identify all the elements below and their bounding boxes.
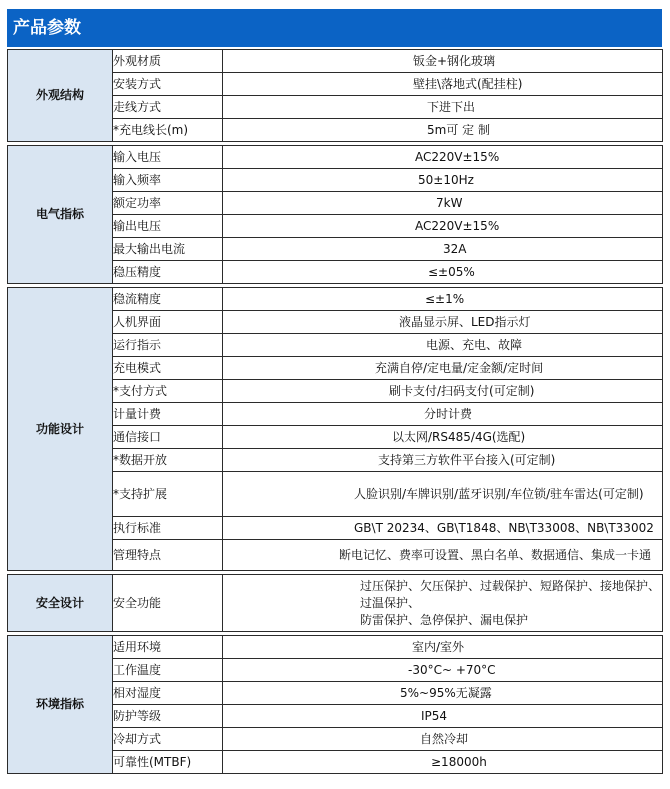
param-value-text: 壁挂\落地式(配挂柱)	[413, 76, 523, 91]
param-value-cell	[223, 705, 663, 728]
param-value-text: 50±10Hz	[418, 172, 474, 187]
param-value-text: 以太网/RS485/4G(选配)	[392, 429, 526, 444]
param-name-cell: *支付方式	[113, 380, 223, 403]
param-value-cell	[223, 728, 663, 751]
table-row	[8, 288, 663, 311]
param-value-cell	[223, 517, 663, 540]
param-value-line: 过压保护、欠压保护、过载保护、短路保护、接地保护、过温保护、	[360, 578, 661, 610]
param-value-text: 自然冷却	[420, 731, 469, 746]
param-name-cell: 稳压精度	[113, 261, 223, 284]
param-name-cell: 稳流精度	[113, 288, 223, 311]
spec-table	[7, 49, 663, 774]
param-value-cell	[223, 636, 663, 659]
param-name-cell: 额定功率	[113, 192, 223, 215]
param-value-cell	[223, 261, 663, 284]
param-name-cell: *数据开放	[113, 449, 223, 472]
param-name-cell: 可靠性(MTBF)	[113, 751, 223, 774]
param-value-cell	[223, 119, 663, 142]
category-cell: 功能设计	[8, 288, 113, 571]
param-name-cell: 计量计费	[113, 403, 223, 426]
param-value-text: ≥18000h	[431, 754, 487, 769]
param-value-text: 断电记忆、费率可设置、黑白名单、数据通信、集成一卡通	[339, 547, 652, 562]
param-value-cell	[223, 449, 663, 472]
param-value-cell	[223, 334, 663, 357]
param-name-cell: 安全功能	[113, 575, 223, 632]
param-value-cell	[223, 169, 663, 192]
param-name-cell: 人机界面	[113, 311, 223, 334]
param-value-text: 5m可 定 制	[427, 122, 490, 137]
table-row	[8, 50, 663, 73]
param-name-cell: 管理特点	[113, 540, 223, 571]
param-value-cell	[223, 238, 663, 261]
param-value-line: 防雷保护、急停保护、漏电保护	[360, 612, 529, 627]
param-value-text: 充满自停/定电量/定金额/定时间	[375, 360, 544, 375]
page-title: 产品参数	[7, 9, 662, 47]
param-name-cell: 安装方式	[113, 73, 223, 96]
param-value-text: 5%~95%无凝露	[400, 685, 492, 700]
param-value-cell	[223, 540, 663, 571]
param-value-text: ≤±05%	[428, 264, 475, 279]
category-cell: 环境指标	[8, 636, 113, 774]
param-value-cell	[223, 192, 663, 215]
param-name-cell: 走线方式	[113, 96, 223, 119]
param-value-cell	[223, 96, 663, 119]
param-value-cell	[223, 146, 663, 169]
param-value-cell	[223, 426, 663, 449]
param-name-cell: 输入频率	[113, 169, 223, 192]
category-cell: 外观结构	[8, 50, 113, 142]
param-value-cell	[223, 575, 663, 632]
category-cell: 电气指标	[8, 146, 113, 284]
param-value-text: 钣金+钢化玻璃	[413, 53, 496, 68]
param-value-text: IP54	[421, 708, 448, 723]
param-value-text: 32A	[443, 241, 467, 256]
param-name-cell: 最大输出电流	[113, 238, 223, 261]
param-name-cell: 输出电压	[113, 215, 223, 238]
param-name-cell: 冷却方式	[113, 728, 223, 751]
param-value-cell	[223, 288, 663, 311]
param-value-cell	[223, 472, 663, 517]
param-value-cell	[223, 659, 663, 682]
param-name-cell: 防护等级	[113, 705, 223, 728]
param-value-text: ≤±1%	[425, 291, 465, 306]
table-row	[8, 146, 663, 169]
param-name-cell: 通信接口	[113, 426, 223, 449]
param-name-cell: 输入电压	[113, 146, 223, 169]
param-value-cell	[223, 215, 663, 238]
param-value-cell	[223, 357, 663, 380]
param-value-cell	[223, 403, 663, 426]
param-value-cell	[223, 73, 663, 96]
table-row	[8, 636, 663, 659]
param-value-cell	[223, 380, 663, 403]
param-name-cell: 充电模式	[113, 357, 223, 380]
category-cell: 安全设计	[8, 575, 113, 632]
param-name-cell: 适用环境	[113, 636, 223, 659]
param-value-text: 液晶显示屏、LED指示灯	[399, 314, 531, 329]
param-value-text: GB\T 20234、GB\T1848、NB\T33008、NB\T33002	[354, 520, 654, 535]
param-value-text: -30°C~ +70°C	[408, 662, 496, 677]
param-value-cell	[223, 311, 663, 334]
param-value-text: 电源、充电、故障	[426, 337, 523, 352]
param-name-cell: 外观材质	[113, 50, 223, 73]
param-value-text: 分时计费	[424, 406, 473, 421]
param-name-cell: 相对湿度	[113, 682, 223, 705]
param-value-cell	[223, 50, 663, 73]
param-value-cell	[223, 682, 663, 705]
param-value-text: AC220V±15%	[415, 218, 500, 233]
param-name-cell: 工作温度	[113, 659, 223, 682]
param-value-text: 刷卡支付/扫码支付(可定制)	[389, 383, 535, 398]
param-value-cell	[223, 751, 663, 774]
param-value-text: 室内/室外	[412, 639, 465, 654]
param-value-text: 支持第三方软件平台接入(可定制)	[378, 452, 556, 467]
param-value-text: 下进下出	[427, 99, 476, 114]
param-value-text: AC220V±15%	[415, 149, 500, 164]
param-value-text: 人脸识别/车牌识别/蓝牙识别/车位锁/驻车雷达(可定制)	[354, 486, 644, 501]
param-name-cell: *支持扩展	[113, 472, 223, 517]
param-name-cell: *充电线长(m)	[113, 119, 223, 142]
param-name-cell: 运行指示	[113, 334, 223, 357]
param-value-text: 7kW	[436, 195, 463, 210]
table-row	[8, 575, 663, 632]
param-name-cell: 执行标准	[113, 517, 223, 540]
